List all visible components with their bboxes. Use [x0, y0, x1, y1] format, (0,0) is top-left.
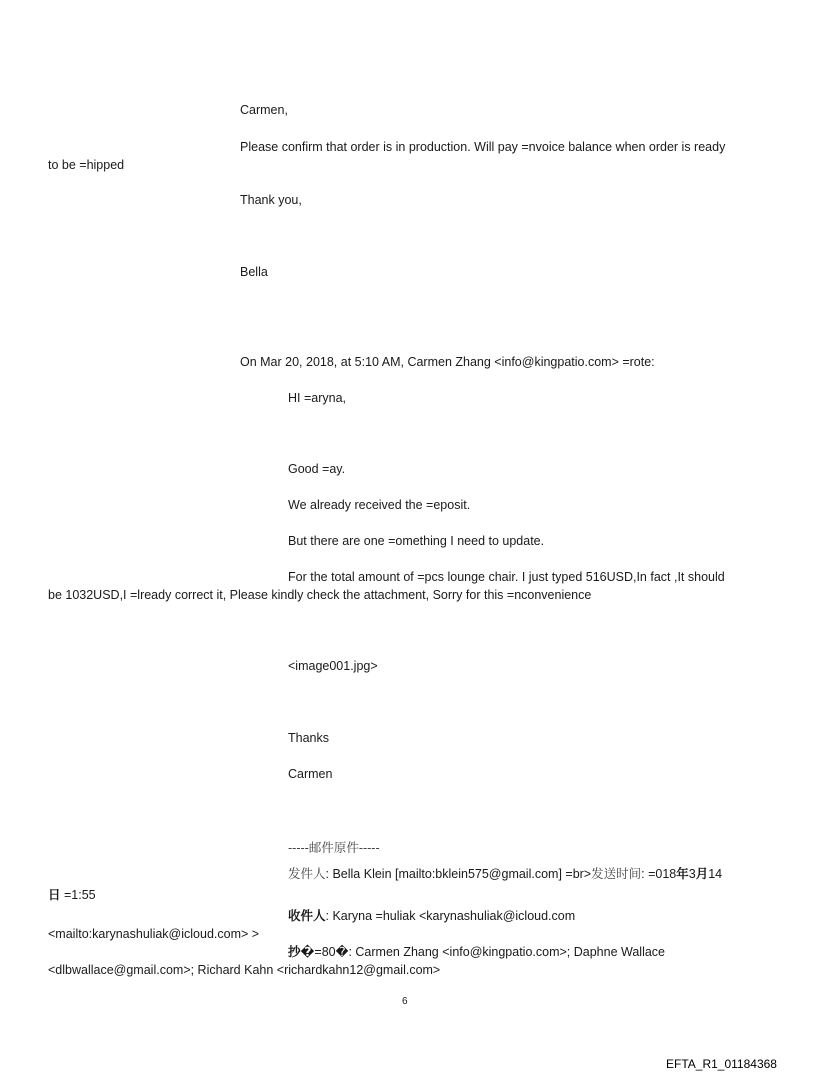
sent-label: 发送时间 — [591, 867, 642, 881]
sent-value-c: 14 — [708, 867, 723, 881]
to-label: 收件人 — [288, 909, 326, 923]
quoted-update: But there are one =omething I need to update. — [288, 534, 545, 548]
quoted-thanks: Thanks — [288, 731, 329, 745]
from-value: : Bella Klein [mailto:bklein575@gmail.com] =br> — [325, 867, 592, 881]
sent-day-char: 日 — [48, 888, 61, 902]
from-label: 发件人 — [288, 867, 326, 881]
quoted-total-line2: be 1032USD,I =lready correct it, Please kindly check the attachment, Sorry for this =nconvenience — [48, 588, 592, 602]
original-message-divider: -----邮件原件----- — [288, 841, 380, 855]
sent-year-char: 年 — [676, 867, 689, 881]
quoted-attachment: <image001.jpg> — [288, 659, 378, 673]
original-to-line — [288, 909, 575, 924]
original-from-line — [288, 867, 722, 882]
cc-value-line1: =80�: Carmen Zhang <info@kingpatio.com>; Daphne Wallace — [314, 945, 666, 959]
email-request-line1: Please confirm that order is in production. Will pay =nvoice balance when order is ready — [240, 140, 726, 154]
quoted-good-day: Good =ay. — [288, 462, 346, 476]
page-number: 6 — [402, 996, 408, 1007]
document-id: EFTA_R1_01184368 — [666, 1057, 777, 1071]
email-request-line2: to be =hipped — [48, 158, 125, 172]
quoted-deposit: We already received the =eposit. — [288, 498, 471, 512]
original-sent-line2 — [48, 888, 96, 903]
sent-value-a: : =018 — [641, 867, 677, 881]
email-signature: Bella — [240, 265, 268, 279]
to-value-line1: : Karyna =huliak <karynashuliak@icloud.com — [325, 909, 576, 923]
quote-header: On Mar 20, 2018, at 5:10 AM, Carmen Zhang <info@kingpatio.com> =rote: — [240, 355, 655, 369]
quoted-signature: Carmen — [288, 767, 333, 781]
email-greeting: Carmen, — [240, 103, 288, 117]
sent-value-b: 3 — [688, 867, 696, 881]
email-thanks: Thank you, — [240, 193, 302, 207]
quoted-total-line1: For the total amount of =pcs lounge chair. I just typed 516USD,In fact ,It should — [288, 570, 725, 584]
original-cc-line — [288, 945, 665, 960]
quoted-greeting: HI =aryna, — [288, 391, 347, 405]
original-cc-line2: <dlbwallace@gmail.com>; Richard Kahn <richardkahn12@gmail.com> — [48, 963, 441, 977]
sent-value-d: =1:55 — [60, 888, 96, 902]
original-to-line2: <mailto:karynashuliak@icloud.com> > — [48, 927, 260, 941]
cc-label: 抄� — [288, 945, 315, 959]
sent-month-char: 月 — [695, 867, 709, 881]
